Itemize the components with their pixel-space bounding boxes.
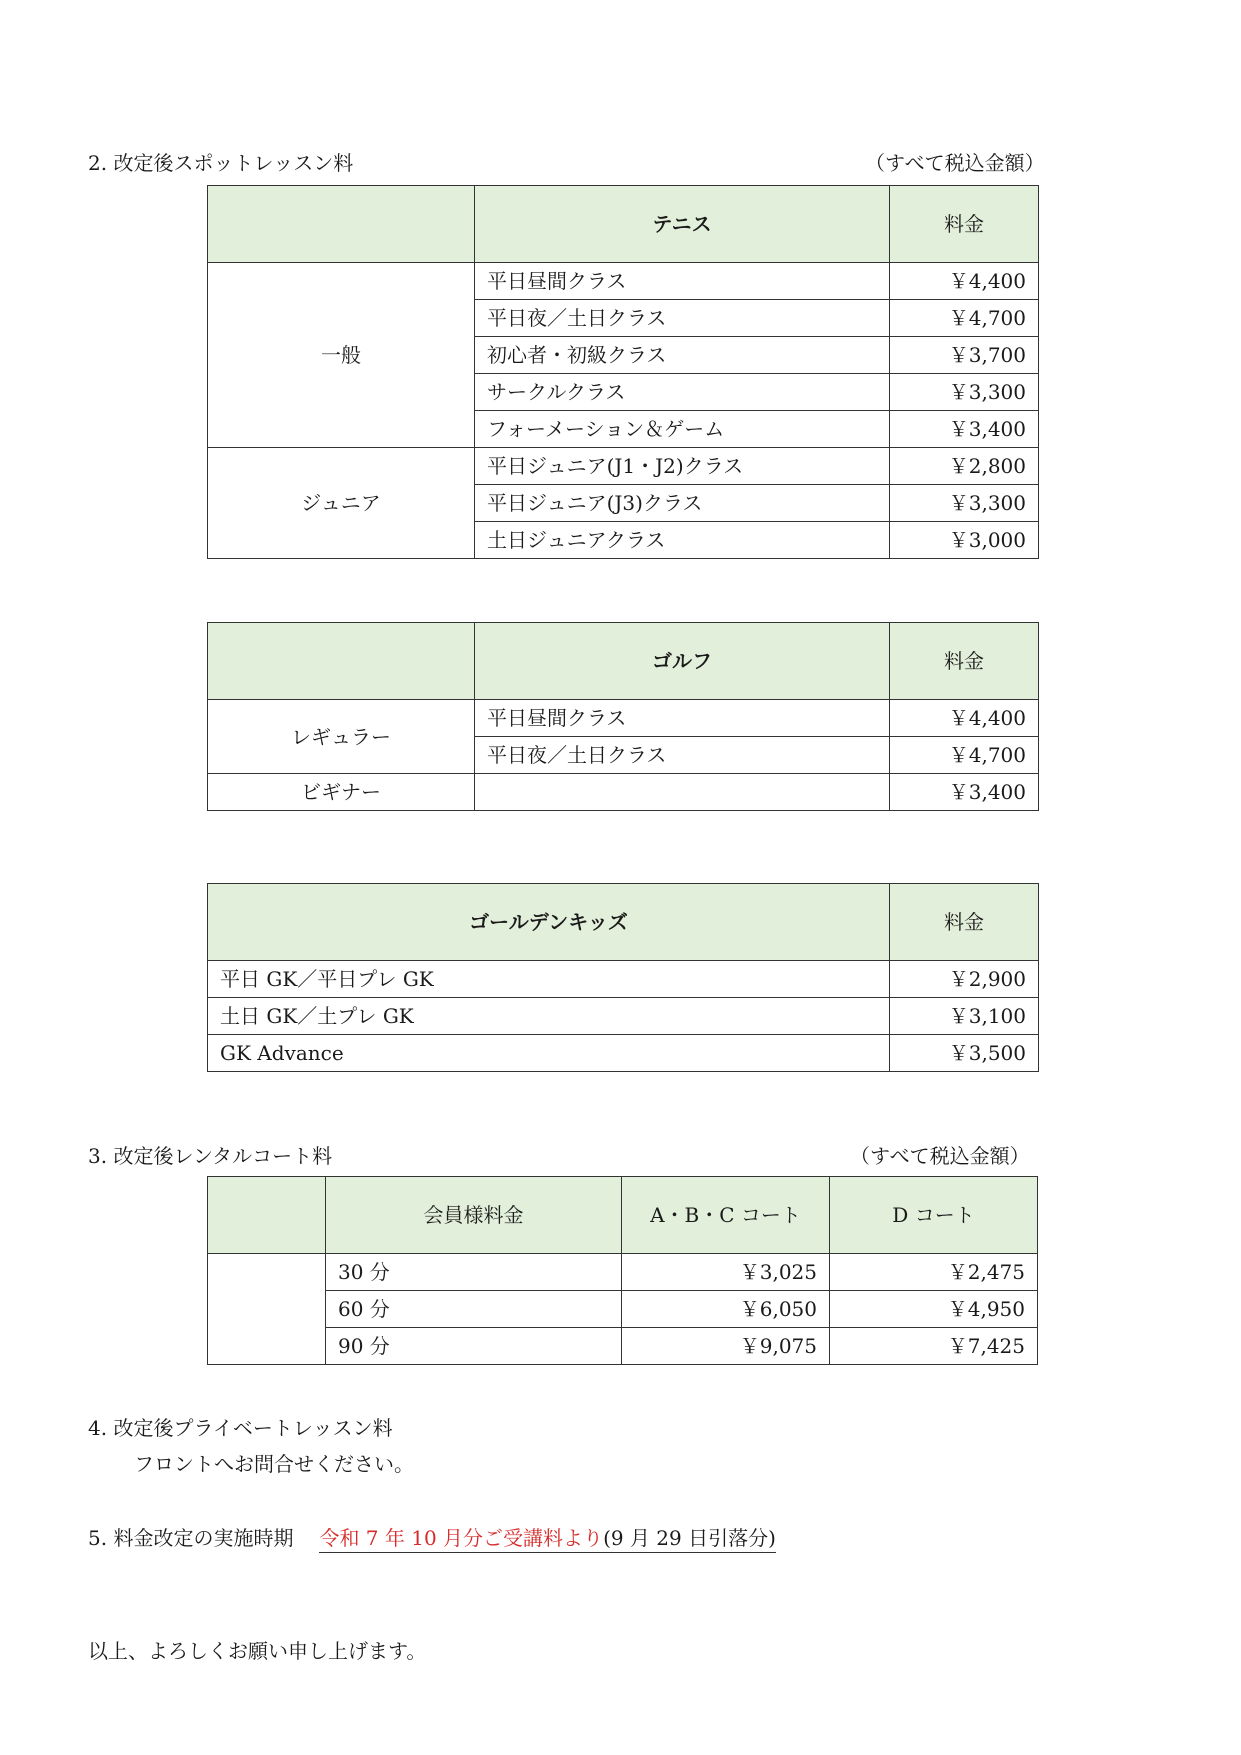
kids-price: ￥2,900 — [890, 961, 1039, 998]
rental-blank-cell — [208, 1254, 326, 1365]
tennis-price: ￥2,800 — [890, 448, 1039, 485]
section5-debit-note: (9 月 29 日引落分) — [603, 1526, 776, 1550]
section2-tax-note: （すべて税込金額） — [865, 151, 1045, 175]
golf-class-label: 平日夜／土日クラス — [475, 737, 890, 774]
kids-header-title: ゴールデンキッズ — [208, 884, 890, 961]
kids-class-label: 土日 GK／土プレ GK — [208, 998, 890, 1035]
table-row — [208, 1291, 1038, 1328]
tennis-table — [207, 185, 1039, 559]
section3-heading: 3. 改定後レンタルコート料 — [88, 1144, 333, 1168]
golf-class-label: 平日昼間クラス — [475, 700, 890, 737]
section3-tax-note: （すべて税込金額） — [850, 1144, 1030, 1168]
tennis-class-label: 平日夜／土日クラス — [475, 300, 890, 337]
golf-price: ￥3,400 — [890, 774, 1039, 811]
tennis-header-blank — [208, 186, 475, 263]
kids-class-label: 平日 GK／平日プレ GK — [208, 961, 890, 998]
rental-duration: 60 分 — [326, 1291, 622, 1328]
tennis-header-title: テニス — [475, 186, 890, 263]
section5-heading: 5. 料金改定の実施時期 — [88, 1526, 294, 1550]
table-row — [208, 998, 1039, 1035]
tennis-class-label: フォーメーション＆ゲーム — [475, 411, 890, 448]
tennis-class-label: 平日昼間クラス — [475, 263, 890, 300]
rental-price-d: ￥7,425 — [830, 1328, 1038, 1365]
section5-line — [88, 1525, 776, 1551]
section5-effective-date: 令和 7 年 10 月分ご受講料より — [319, 1526, 604, 1550]
kids-price: ￥3,500 — [890, 1035, 1039, 1072]
table-row — [208, 1254, 1038, 1291]
golf-table — [207, 622, 1039, 811]
golf-header-title: ゴルフ — [475, 623, 890, 700]
kids-table — [207, 883, 1039, 1072]
closing-text: 以上、よろしくお願い申し上げます。 — [88, 1639, 427, 1663]
rental-header-member: 会員様料金 — [326, 1177, 622, 1254]
golf-group-regular: レギュラー — [208, 700, 475, 774]
rental-price-abc: ￥9,075 — [622, 1328, 830, 1365]
rental-court-table — [207, 1176, 1038, 1365]
table-row — [208, 961, 1039, 998]
golf-price: ￥4,700 — [890, 737, 1039, 774]
rental-duration: 90 分 — [326, 1328, 622, 1365]
table-row — [208, 774, 1039, 811]
section2-heading: 2. 改定後スポットレッスン料 — [88, 151, 354, 175]
kids-price: ￥3,100 — [890, 998, 1039, 1035]
rental-price-d: ￥2,475 — [830, 1254, 1038, 1291]
table-row — [208, 448, 1039, 485]
rental-price-abc: ￥3,025 — [622, 1254, 830, 1291]
tennis-header-price: 料金 — [890, 186, 1039, 263]
rental-duration: 30 分 — [326, 1254, 622, 1291]
tennis-class-label: 初心者・初級クラス — [475, 337, 890, 374]
golf-header-price: 料金 — [890, 623, 1039, 700]
tennis-price: ￥3,300 — [890, 374, 1039, 411]
tennis-price: ￥3,700 — [890, 337, 1039, 374]
golf-class-label — [475, 774, 890, 811]
golf-header-blank — [208, 623, 475, 700]
section4-heading: 4. 改定後プライベートレッスン料 — [88, 1416, 393, 1440]
tennis-price: ￥3,300 — [890, 485, 1039, 522]
rental-price-abc: ￥6,050 — [622, 1291, 830, 1328]
table-row — [208, 263, 1039, 300]
tennis-class-label: サークルクラス — [475, 374, 890, 411]
rental-header-d: D コート — [830, 1177, 1038, 1254]
rental-header-abc: A・B・C コート — [622, 1177, 830, 1254]
tennis-price: ￥4,700 — [890, 300, 1039, 337]
table-row — [208, 1328, 1038, 1365]
rental-price-d: ￥4,950 — [830, 1291, 1038, 1328]
tennis-price: ￥4,400 — [890, 263, 1039, 300]
golf-price: ￥4,400 — [890, 700, 1039, 737]
tennis-price: ￥3,000 — [890, 522, 1039, 559]
tennis-price: ￥3,400 — [890, 411, 1039, 448]
rental-header-blank — [208, 1177, 326, 1254]
kids-class-label: GK Advance — [208, 1035, 890, 1072]
tennis-group-junior: ジュニア — [208, 448, 475, 559]
golf-group-beginner: ビギナー — [208, 774, 475, 811]
tennis-class-label: 平日ジュニア(J3)クラス — [475, 485, 890, 522]
tennis-group-general: 一般 — [208, 263, 475, 448]
section4-body: フロントへお問合せください。 — [134, 1452, 414, 1476]
tennis-class-label: 平日ジュニア(J1・J2)クラス — [475, 448, 890, 485]
tennis-class-label: 土日ジュニアクラス — [475, 522, 890, 559]
table-row — [208, 700, 1039, 737]
table-row — [208, 1035, 1039, 1072]
kids-header-price: 料金 — [890, 884, 1039, 961]
